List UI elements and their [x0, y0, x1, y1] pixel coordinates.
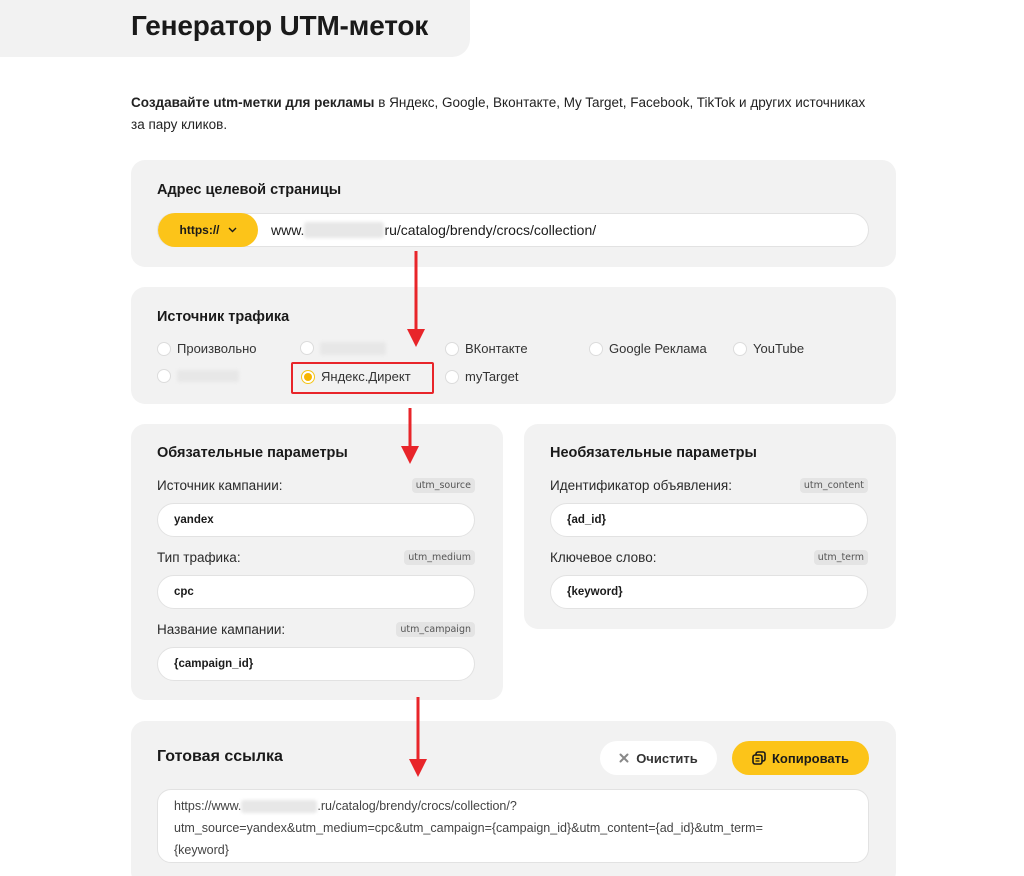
radio-label: Яндекс.Директ: [321, 369, 411, 384]
copy-button[interactable]: [732, 741, 869, 775]
close-icon: [619, 753, 629, 763]
result-url-suffix: .ru/catalog/brendy/crocs/collection/?: [317, 799, 517, 813]
source-option-redacted-2[interactable]: [157, 369, 239, 383]
url-card-title: Адрес целевой страницы: [157, 182, 342, 198]
clear-button-label: Очистить: [636, 750, 698, 766]
radio-label: Произвольно: [177, 341, 257, 356]
utm-term-tag: utm_term: [814, 550, 868, 565]
field-label-row: [550, 550, 868, 565]
redacted-label: [177, 370, 239, 382]
utm-term-input[interactable]: {keyword}: [550, 575, 868, 609]
optional-params-title: Необязательные параметры: [550, 445, 757, 461]
utm-source-tag: utm_source: [412, 478, 475, 493]
arrow-down-icon: [406, 697, 430, 779]
utm-campaign-label: Название кампании:: [157, 622, 286, 637]
url-suffix: ru/catalog/brendy/crocs/collection/: [384, 222, 597, 238]
result-title: Готовая ссылка: [157, 748, 283, 765]
radio-dot: [589, 342, 603, 356]
radio-dot: [157, 369, 171, 383]
page-title: Генератор UTM-меток: [131, 10, 429, 41]
utm-campaign-input[interactable]: {campaign_id}: [157, 647, 475, 681]
intro-rest: в Яндекс, Google, Вконтакте, My Target, Facebook, TikTok и других источниках за пару кликов.: [131, 95, 866, 132]
url-prefix: www.: [271, 222, 305, 238]
protocol-select[interactable]: [158, 213, 258, 247]
result-line-3: {keyword}: [174, 843, 229, 857]
radio-dot: [157, 342, 171, 356]
source-card-title: Источник трафика: [157, 309, 290, 325]
utm-content-label: Идентификатор объявления:: [550, 478, 732, 493]
utm-content-tag: utm_content: [800, 478, 868, 493]
field-label-row: [157, 478, 475, 493]
source-option-vkontakte[interactable]: [445, 341, 528, 356]
title-tab: [0, 0, 470, 57]
protocol-label: https://: [179, 223, 220, 237]
radio-dot: [733, 342, 747, 356]
source-option-arbitrary[interactable]: [157, 341, 257, 356]
radio-dot: [445, 342, 459, 356]
url-card: [131, 160, 896, 267]
source-card: [131, 287, 896, 404]
arrow-down-icon: [398, 408, 422, 466]
copy-button-label: Копировать: [771, 750, 849, 766]
radio-dot: [300, 341, 314, 355]
annotation-highlight-box: [291, 362, 434, 394]
result-card: [131, 721, 896, 876]
source-option-mytarget[interactable]: [445, 369, 518, 384]
redacted-domain: [304, 222, 384, 238]
utm-medium-tag: utm_medium: [404, 550, 475, 565]
arrow-down-icon: [404, 251, 428, 349]
result-line-1: [174, 795, 852, 817]
clear-button[interactable]: [600, 741, 717, 775]
result-url-prefix: https://www.: [174, 799, 242, 813]
chevron-down-icon: [228, 227, 237, 233]
intro-text: [131, 92, 871, 136]
utm-medium-input[interactable]: cpc: [157, 575, 475, 609]
utm-medium-label: Тип трафика:: [157, 550, 241, 565]
url-input[interactable]: [271, 222, 596, 238]
result-line-2: utm_source=yandex&utm_medium=cpc&utm_campaign={campaign_id}&utm_content={ad_id}&utm_term=: [174, 821, 763, 835]
radio-label: Google Реклама: [609, 341, 707, 356]
intro-bold: Создавайте utm-метки для рекламы: [131, 95, 375, 110]
required-params-card: [131, 424, 503, 700]
radio-dot: [445, 370, 459, 384]
source-option-redacted-1[interactable]: [300, 341, 386, 355]
url-input-row: [157, 213, 869, 247]
radio-label: ВКонтакте: [465, 341, 528, 356]
redacted-domain: [241, 800, 317, 813]
utm-campaign-tag: utm_campaign: [396, 622, 475, 637]
field-label-row: [157, 622, 475, 637]
radio-label: YouTube: [753, 341, 805, 356]
required-params-title: Обязательные параметры: [157, 445, 348, 461]
field-label-row: [550, 478, 868, 493]
redacted-label: [320, 342, 386, 355]
utm-content-input[interactable]: {ad_id}: [550, 503, 868, 537]
utm-source-input[interactable]: yandex: [157, 503, 475, 537]
utm-source-label: Источник кампании:: [157, 478, 283, 493]
source-option-google-ads[interactable]: [589, 341, 707, 356]
source-option-youtube[interactable]: [733, 341, 804, 356]
utm-term-label: Ключевое слово:: [550, 550, 657, 565]
radio-label: myTarget: [465, 369, 519, 384]
result-link-output[interactable]: [157, 789, 869, 863]
optional-params-card: [524, 424, 896, 629]
field-label-row: [157, 550, 475, 565]
copy-icon: [752, 751, 766, 765]
